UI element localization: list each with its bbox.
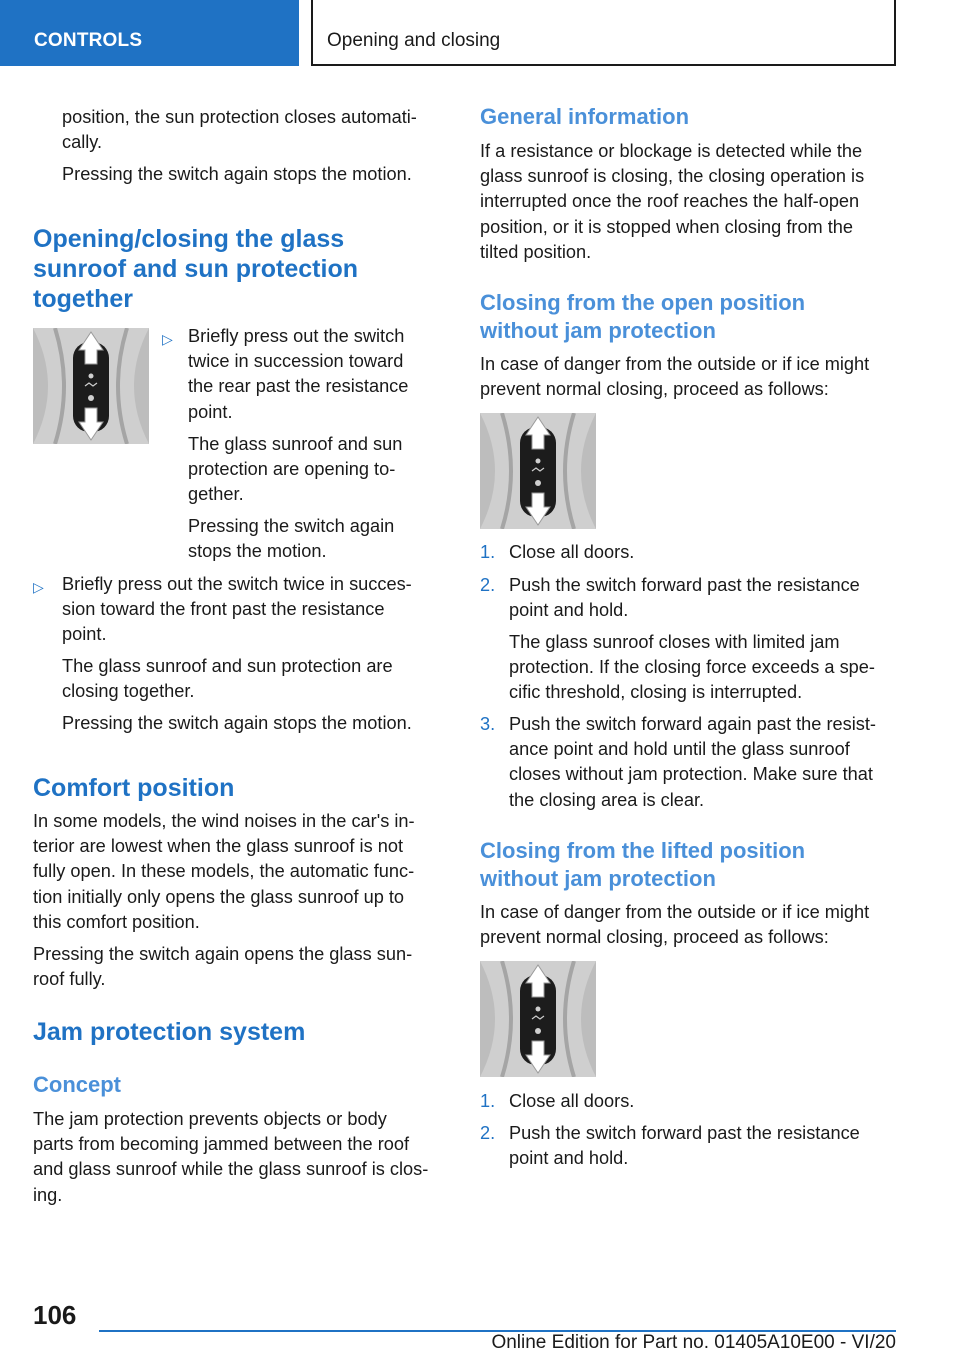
text-line: sion toward the front past the resistance — [62, 599, 385, 620]
bullet-text — [188, 324, 408, 425]
text-line: the rear past the resistance — [188, 376, 409, 397]
general-paragraph — [480, 139, 864, 265]
text-line: twice in succession toward — [188, 351, 404, 372]
page-number: 106 — [33, 1300, 77, 1330]
text-line: cific threshold, closing is interrupted. — [509, 682, 803, 703]
text-line: prevent normal closing, proceed as follows: — [480, 379, 829, 400]
text-line: interrupted once the roof reaches the half-open — [480, 191, 860, 212]
text-line: Pressing the switch again — [188, 516, 395, 536]
heading-line: without jam protection — [480, 318, 716, 343]
heading-opening-closing-together — [33, 224, 358, 314]
text-line: prevent normal closing, proceed as follows: — [480, 927, 829, 948]
triangle-right-icon: ▷ — [33, 579, 44, 595]
open-intro-paragraph — [480, 352, 869, 402]
section-title: CONTROLS — [34, 30, 143, 51]
step-number: 3. — [480, 714, 496, 734]
section-tab — [0, 0, 299, 66]
step-text — [509, 712, 876, 813]
bullet-result — [62, 654, 393, 704]
edition-note: Online Edition for Part no. 01405A10E00 - VI/20 — [491, 1332, 896, 1353]
text-line: stops the motion. — [188, 541, 327, 562]
bullet-result — [188, 432, 402, 508]
text-line: parts from becoming jammed between the roof — [33, 1134, 410, 1155]
heading-general-information: General information — [480, 104, 690, 129]
continued-paragraph — [62, 105, 417, 155]
sunroof-switch-icon — [33, 328, 149, 444]
heading-line: Closing from the open position — [480, 290, 806, 315]
text-line: point. — [188, 401, 233, 422]
step-text — [509, 573, 860, 623]
heading-line: without jam protection — [480, 866, 716, 891]
text-line: tion initially only opens the glass sunroof up to — [33, 886, 405, 907]
text-line: The glass sunroof closes with limited jam — [509, 632, 840, 652]
step-note — [509, 630, 875, 706]
sunroof-switch-illustration — [480, 961, 596, 1077]
text-line: In some models, the wind noises in the car's in- — [33, 811, 415, 831]
stop-motion-paragraph: Pressing the switch again stops the motion. — [62, 164, 412, 184]
text-line: The glass sunroof and sun protection are — [62, 656, 393, 676]
sunroof-switch-illustration — [480, 413, 596, 529]
step-text: Close all doors. — [509, 1091, 635, 1111]
comfort-paragraph — [33, 809, 415, 935]
step-number: 2. — [480, 575, 496, 595]
heading-closing-open-position — [480, 289, 805, 345]
concept-paragraph — [33, 1107, 428, 1208]
sunroof-switch-illustration — [33, 328, 149, 444]
text-line: The jam protection prevents objects or body — [33, 1109, 387, 1129]
text-line: fully open. In these models, the automatic func- — [33, 861, 415, 882]
text-line: point. — [62, 624, 107, 645]
text-line: position, the sun protection closes automati- — [62, 107, 417, 127]
text-line: ance point and hold until the glass sunroof — [509, 739, 850, 760]
heading-jam-protection: Jam protection system — [33, 1018, 306, 1046]
step-number: 1. — [480, 542, 496, 562]
text-line: protection. If the closing force exceeds a spe- — [509, 657, 875, 678]
chapter-tab — [311, 0, 896, 66]
text-line: point and hold. — [509, 600, 629, 621]
text-line: Pressing the switch again opens the glass sun- — [33, 944, 413, 964]
chapter-title: Opening and closing — [327, 30, 501, 51]
sunroof-switch-icon — [480, 413, 596, 529]
step-number: 2. — [480, 1123, 496, 1143]
text-line: Push the switch forward again past the resist- — [509, 714, 876, 734]
heading-line: Opening/closing the glass — [33, 225, 345, 253]
text-line: terior are lowest when the glass sunroof is not — [33, 836, 404, 857]
text-line: In case of danger from the outside or if ice might — [480, 902, 870, 922]
text-line: the closing area is clear. — [509, 789, 705, 810]
bullet-stop: Pressing the switch again stops the motion. — [62, 713, 412, 733]
text-line: point and hold. — [509, 1148, 629, 1169]
step-text — [509, 1121, 860, 1171]
text-line: cally. — [62, 132, 103, 153]
heading-line: Closing from the lifted position — [480, 838, 806, 863]
text-line: position, or it is stopped when closing from the — [480, 216, 854, 237]
text-line: and glass sunroof while the glass sunroof is clos- — [33, 1159, 429, 1180]
text-line: protection are opening to- — [188, 459, 396, 480]
text-line: If a resistance or blockage is detected while the — [480, 141, 863, 161]
text-line: Briefly press out the switch twice in succes- — [62, 574, 412, 594]
text-line: closes without jam protection. Make sure that — [509, 764, 873, 785]
heading-closing-lifted-position — [480, 837, 805, 893]
text-line: Briefly press out the switch — [188, 326, 405, 346]
text-line: ing. — [33, 1184, 63, 1205]
text-line: Push the switch forward past the resistance — [509, 1123, 860, 1143]
text-line: roof fully. — [33, 969, 106, 990]
text-line: tilted position. — [480, 241, 592, 262]
text-line: closing together. — [62, 681, 195, 702]
text-line: The glass sunroof and sun — [188, 434, 403, 454]
bullet-stop — [188, 514, 394, 564]
text-line: In case of danger from the outside or if ice might — [480, 354, 870, 374]
comfort-paragraph-2 — [33, 942, 412, 992]
heading-concept: Concept — [33, 1072, 121, 1097]
heading-line: together — [33, 285, 133, 313]
sunroof-switch-icon — [480, 961, 596, 1077]
heading-line: sunroof and sun protection — [33, 255, 358, 283]
triangle-right-icon: ▷ — [162, 331, 173, 347]
text-line: glass sunroof is closing, the closing operation is — [480, 166, 865, 187]
text-line: Push the switch forward past the resistance — [509, 575, 860, 595]
step-text: Close all doors. — [509, 542, 635, 562]
bullet-text — [62, 572, 412, 648]
heading-comfort-position: Comfort position — [33, 774, 235, 802]
text-line: this comfort position. — [33, 911, 200, 932]
lifted-intro-paragraph — [480, 900, 869, 950]
text-line: gether. — [188, 484, 244, 505]
step-number: 1. — [480, 1091, 496, 1111]
